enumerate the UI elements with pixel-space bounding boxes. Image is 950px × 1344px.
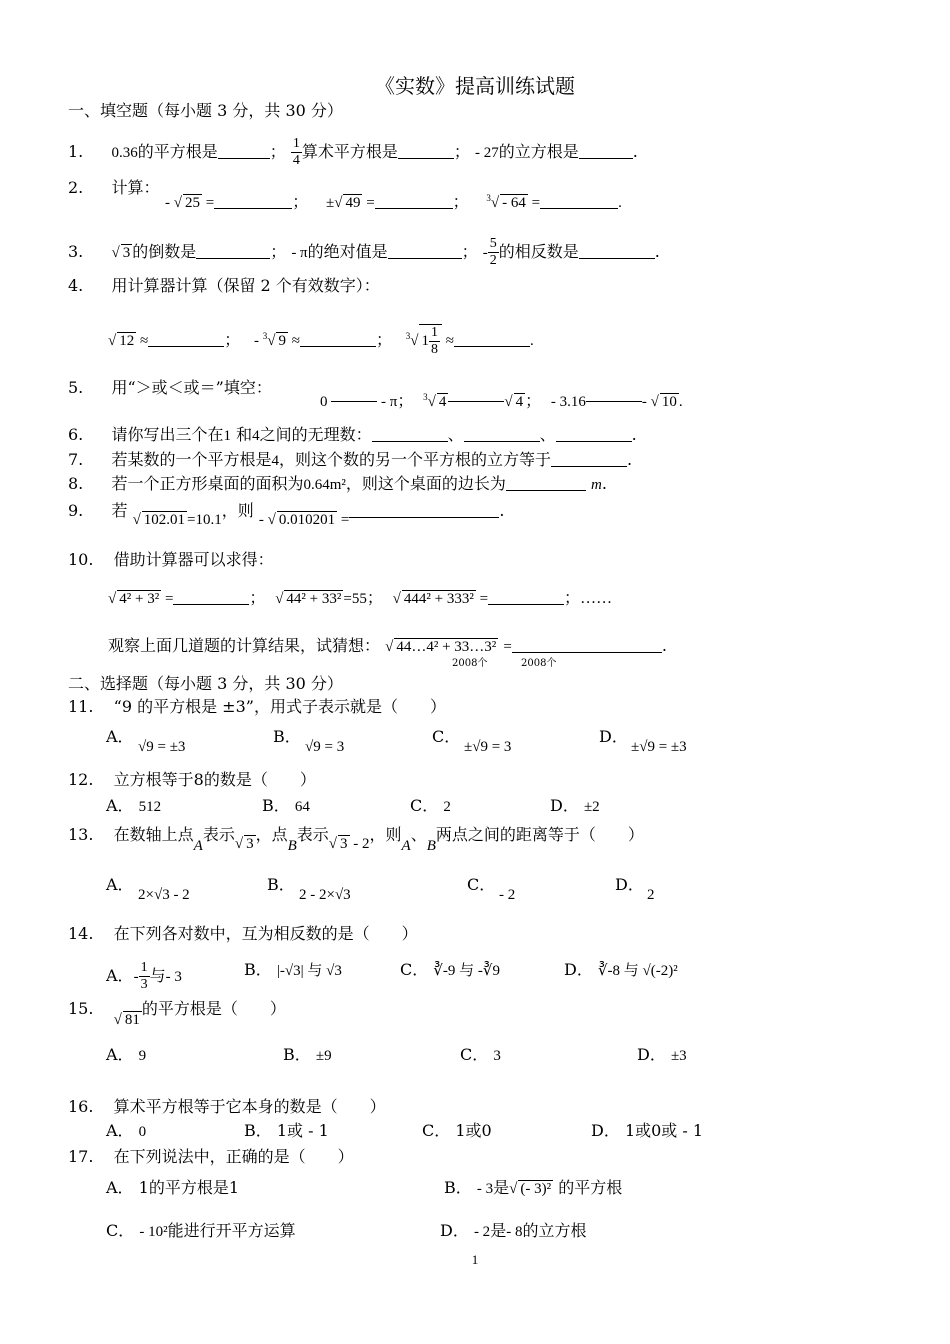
q-number: 10. xyxy=(68,550,94,569)
option-b-value: 2 - 2×√3 xyxy=(299,887,351,903)
option-d[interactable]: D． ∛-8 与 √(-2)² xyxy=(564,960,678,979)
answer-blank[interactable] xyxy=(214,192,292,209)
option-b[interactable]: B． 64 xyxy=(262,796,310,815)
option-c[interactable]: C． xyxy=(432,727,461,746)
answer-blank[interactable] xyxy=(488,588,564,605)
q-number: 9. xyxy=(68,501,84,520)
option-c[interactable]: C． 2 xyxy=(410,796,451,815)
answer-blank[interactable] xyxy=(454,330,530,347)
option-b[interactable]: B． xyxy=(273,727,301,746)
answer-blank[interactable] xyxy=(398,142,454,159)
option-a[interactable]: A． 1的平方根是1 xyxy=(106,1178,240,1197)
answer-blank[interactable] xyxy=(331,401,377,402)
question-17: 17. 在下列说法中，正确的是（ ） xyxy=(68,1147,354,1166)
question-6: 6. 请你写出三个在1 和4之间的无理数： 、 、 . xyxy=(68,425,637,444)
q-number: 17. xyxy=(68,1147,94,1166)
option-c[interactable]: C． - 10²能进行开平方运算 xyxy=(106,1221,296,1240)
q-number: 13. xyxy=(68,825,94,844)
option-b-value: √9 = 3 xyxy=(305,739,345,755)
q-number: 16. xyxy=(68,1097,94,1116)
answer-blank[interactable] xyxy=(388,242,462,259)
q-number: 3. xyxy=(68,242,84,261)
answer-blank[interactable] xyxy=(300,330,376,347)
q-number: 4. xyxy=(68,276,84,295)
q-number: 8. xyxy=(68,474,84,493)
q-number: 2. xyxy=(68,178,84,197)
section-2-heading: 二、选择题（每小题 3 分，共 30 分） xyxy=(68,674,343,693)
answer-blank[interactable] xyxy=(540,192,618,209)
fraction: $\frac{5}{2}$ xyxy=(489,236,497,268)
option-c[interactable]: C． 1或0 xyxy=(422,1121,492,1140)
question-12: 12. 立方根等于8的数是（ ） xyxy=(68,770,316,789)
answer-blank[interactable] xyxy=(506,474,586,491)
answer-blank[interactable] xyxy=(375,192,453,209)
question-2: 2. 计算： xyxy=(68,178,160,197)
answer-blank[interactable] xyxy=(464,425,540,442)
option-d[interactable]: D． ±3 xyxy=(637,1045,687,1064)
subscript-count: 2008个 xyxy=(452,658,488,669)
subscript-count: 2008个 xyxy=(521,658,557,669)
question-11: 11. “9 的平方根是 ±3”，用式子表示就是（ ） xyxy=(68,697,446,716)
answer-blank[interactable] xyxy=(579,142,633,159)
answer-blank[interactable] xyxy=(579,242,655,259)
option-a[interactable]: A． 9 xyxy=(106,1045,147,1064)
option-d[interactable]: D． - 2是- 8的立方根 xyxy=(440,1221,587,1240)
option-b[interactable]: B． - 3是√ (- 3)² 的平方根 xyxy=(444,1178,623,1197)
q-number: 12. xyxy=(68,770,94,789)
q-number: 6. xyxy=(68,425,84,444)
option-c[interactable]: C． ∛-9 与 -∛9 xyxy=(400,960,500,979)
option-d-value: 2 xyxy=(647,887,655,903)
question-4-exprs: √ 12 ≈ ； - $^3$√ 9 ≈ ； $^3$√ 1 $\frac{1}{8}$ ≈ . xyxy=(108,325,534,357)
question-4: 4. 用计算器计算（保留 2 个有效数字）： xyxy=(68,276,380,295)
option-a-value: 2×√3 - 2 xyxy=(138,887,190,903)
answer-blank[interactable] xyxy=(218,142,270,159)
option-b[interactable]: B． |-√3| 与 √3 xyxy=(244,960,342,979)
q-number: 14. xyxy=(68,924,94,943)
option-c[interactable]: C． xyxy=(467,875,496,894)
option-d-value: ±√9 = ±3 xyxy=(631,739,687,755)
answer-blank[interactable] xyxy=(196,242,270,259)
answer-blank[interactable] xyxy=(551,450,627,467)
question-13: 13. 在数轴上点A表示√ 3 ，点B表示√ 3 - 2，则A、B两点之间的距离等于（ ） xyxy=(68,825,644,854)
answer-blank[interactable] xyxy=(512,636,662,653)
question-1: 1. 0.36的平方根是 ； $\frac{1}{4}$ 算术平方根是 ； - 27的立方根是 . xyxy=(68,136,638,168)
question-3: 3. √ 3 的倒数是 ； - π的绝对值是 ； - $\frac{5}{2}$ 的相反数是 . xyxy=(68,236,660,268)
fraction: $\frac{1}{4}$ xyxy=(292,136,300,168)
question-10-guess: 观察上面几道题的计算结果，试猜想： √ 44…4² + 33…3² = . xyxy=(108,636,667,655)
answer-blank[interactable] xyxy=(556,425,632,442)
question-10-exprs: √ 4² + 3² = ； √ 44² + 33² =55； √ 444² + 333² = ；…… xyxy=(108,590,613,607)
option-d[interactable]: D． xyxy=(599,727,628,746)
question-16: 16. 算术平方根等于它本身的数是（ ） xyxy=(68,1097,386,1116)
answer-blank[interactable] xyxy=(586,401,642,402)
option-a[interactable]: A． 0 xyxy=(106,1121,147,1140)
answer-blank[interactable] xyxy=(372,425,448,442)
option-a[interactable]: A． xyxy=(106,727,134,746)
q-number: 11. xyxy=(68,697,94,716)
question-14: 14. 在下列各对数中，互为相反数的是（ ） xyxy=(68,924,418,943)
option-d[interactable]: D． xyxy=(615,875,644,894)
q-number: 7. xyxy=(68,450,84,469)
page-title: 《实数》提高训练试题 xyxy=(375,74,575,98)
question-9: 9. 若 √ 102.01 =10.1，则 - √ 0.010201 = . xyxy=(68,501,505,528)
option-c-value: - 2 xyxy=(499,887,516,903)
question-15: 15. √ 81的平方根是（ ） xyxy=(68,999,286,1028)
q-number: 1. xyxy=(68,142,84,161)
question-5-exprs: 0 - π； $^3$√ 4 √ 4 ； - 3.16 - √ 10 . xyxy=(320,392,683,410)
answer-blank[interactable] xyxy=(173,588,249,605)
question-2-exprs: - √ 25 = ； ±√ 49 = ； $^3$√ - 64 = . xyxy=(165,193,622,211)
answer-blank[interactable] xyxy=(148,330,224,347)
option-b[interactable]: B． ±9 xyxy=(283,1045,332,1064)
answer-blank[interactable] xyxy=(349,501,499,518)
page-number: 1 xyxy=(471,1252,479,1267)
option-a[interactable]: A． 512 xyxy=(106,796,162,815)
question-10: 10. 借助计算器可以求得： xyxy=(68,550,274,569)
section-1-heading: 一、填空题（每小题 3 分，共 30 分） xyxy=(68,101,343,120)
answer-blank[interactable] xyxy=(448,401,504,402)
option-a[interactable]: A．- $\frac{1}{3}$ 与- 3 xyxy=(106,960,182,992)
option-d[interactable]: D． ±2 xyxy=(550,796,600,815)
option-b[interactable]: B． xyxy=(267,875,295,894)
option-a[interactable]: A． xyxy=(106,875,134,894)
option-c-value: ±√9 = 3 xyxy=(464,739,512,755)
question-5: 5. 用“＞或＜或＝”填空： xyxy=(68,378,272,397)
option-d[interactable]: D． 1或0或 - 1 xyxy=(591,1121,704,1140)
option-b[interactable]: B． 1或 - 1 xyxy=(244,1121,329,1140)
question-8: 8. 若一个正方形桌面的面积为0.64m²，则这个桌面的边长为 m. xyxy=(68,474,607,493)
question-7: 7. 若某数的一个平方根是4，则这个数的另一个平方根的立方等于 . xyxy=(68,450,633,469)
q-number: 15. xyxy=(68,999,94,1018)
q-number: 5. xyxy=(68,378,84,397)
option-c[interactable]: C． 3 xyxy=(460,1045,501,1064)
option-a-value: √9 = ±3 xyxy=(138,739,186,755)
